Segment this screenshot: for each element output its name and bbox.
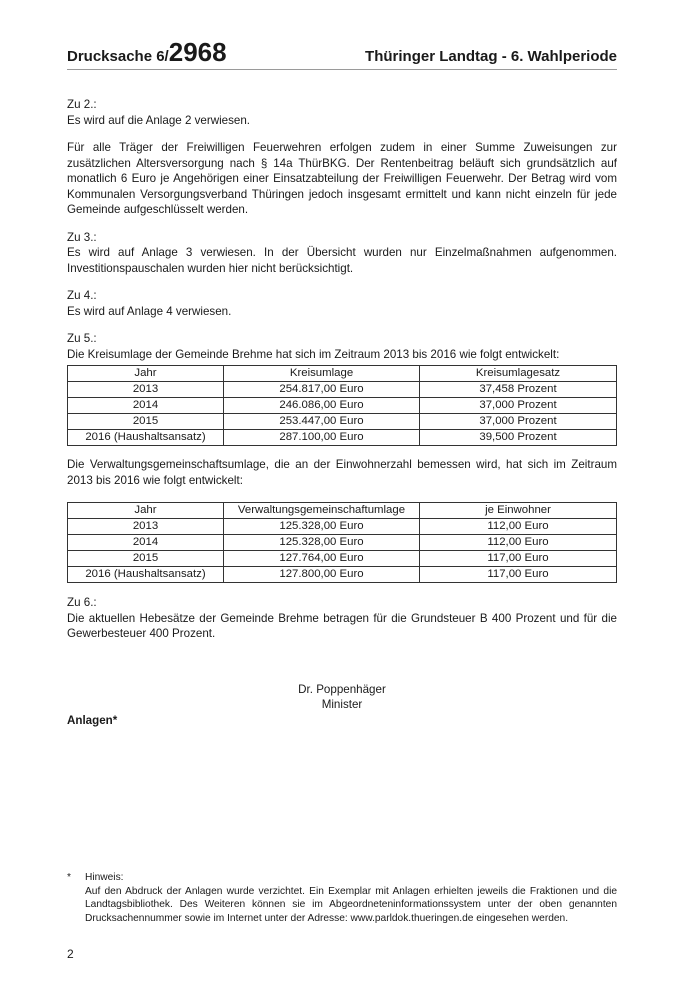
section-2-text: Es wird auf die Anlage 2 verwiesen. bbox=[67, 113, 251, 127]
signature-role: Minister bbox=[321, 698, 363, 711]
table-cell: 2016 (Haushaltsansatz) bbox=[68, 430, 224, 446]
section-2-paragraph: Für alle Träger der Freiwilligen Feuerwehren erfolgen zudem in einer Summe Zuweisungen zur zusätzlichen Altersversorgung nach § 14a ThürBKG. Der Rentenbeitrag beläuft sich grundsätzlich auf monatlich 6 Euro je Angehörigen einer Einsatzabteilung der Freiwilligen Feuerwehr. Der Betrag wird vom Kommunalen Versorgungsverband Thüringen jedoch insgesamt ermittelt und kann nicht einzeln für jede Gemeinde aufgeschlüsselt werden. bbox=[67, 141, 617, 216]
footnote bbox=[67, 871, 617, 925]
table-cell: 37,000 Prozent bbox=[420, 398, 617, 414]
section-6-heading: Zu 6.: bbox=[67, 596, 97, 609]
page-number: 2 bbox=[67, 947, 74, 961]
section-4-text: Es wird auf Anlage 4 verwiesen. bbox=[67, 304, 232, 318]
table-row bbox=[68, 382, 617, 398]
column-header: Verwaltungsgemeinschaftumlage bbox=[224, 503, 420, 519]
table-row bbox=[68, 398, 617, 414]
document-number bbox=[67, 36, 227, 67]
table-cell: 2014 bbox=[68, 535, 224, 551]
table-cell: 2013 bbox=[68, 519, 224, 535]
column-header: Jahr bbox=[68, 503, 224, 519]
table-row bbox=[68, 551, 617, 567]
anlagen-label: Anlagen* bbox=[67, 713, 118, 727]
table-cell: 125.328,00 Euro bbox=[224, 535, 420, 551]
header-title: Thüringer Landtag - 6. Wahlperiode bbox=[365, 47, 617, 65]
page-header bbox=[67, 30, 617, 70]
footnote-text: Auf den Abdruck der Anlagen wurde verzichtet. Ein Exemplar mit Anlagen erhielten jeweils die Fraktionen und die Landtagsbibliothek. Des Weiteren können sie im Abgeordneteninformationssystem unter der oben genannten Drucksachennummer sowie im Internet unter der Adresse: www.parldok.thueringen.de eingesehen werden. bbox=[85, 885, 617, 924]
table-row bbox=[68, 519, 617, 535]
section-5-intro: Die Kreisumlage der Gemeinde Brehme hat sich im Zeitraum 2013 bis 2016 wie folgt entwickelt: bbox=[67, 347, 560, 361]
table-cell: 253.447,00 Euro bbox=[224, 414, 420, 430]
table-row bbox=[68, 567, 617, 583]
verwaltungsumlage-table bbox=[67, 502, 617, 583]
table-row bbox=[68, 414, 617, 430]
table-header-row bbox=[68, 366, 617, 382]
table-cell: 287.100,00 Euro bbox=[224, 430, 420, 446]
table-cell: 37,000 Prozent bbox=[420, 414, 617, 430]
table-cell: 125.328,00 Euro bbox=[224, 519, 420, 535]
table-cell: 117,00 Euro bbox=[420, 551, 617, 567]
table-header-row bbox=[68, 503, 617, 519]
table-cell: 112,00 Euro bbox=[420, 535, 617, 551]
table-cell: 37,458 Prozent bbox=[420, 382, 617, 398]
table-cell: 112,00 Euro bbox=[420, 519, 617, 535]
table-row bbox=[68, 535, 617, 551]
table-cell: 117,00 Euro bbox=[420, 567, 617, 583]
section-2-heading: Zu 2.: bbox=[67, 98, 97, 111]
table-cell: 254.817,00 Euro bbox=[224, 382, 420, 398]
table-cell: 2014 bbox=[68, 398, 224, 414]
section-5-intro-2: Die Verwaltungsgemeinschaftsumlage, die an der Einwohnerzahl bemessen wird, hat sich im Zeitraum 2013 bis 2016 wie folgt entwickelt: bbox=[67, 458, 617, 487]
table-cell: 39,500 Prozent bbox=[420, 430, 617, 446]
section-3-text: Es wird auf Anlage 3 verwiesen. In der Übersicht wurden nur Einzelmaßnahmen aufgenommen. Investitionspauschalen wurden hier nicht berücksichtigt. bbox=[67, 246, 617, 275]
table-row bbox=[68, 430, 617, 446]
section-4-heading: Zu 4.: bbox=[67, 289, 97, 302]
section-3-heading: Zu 3.: bbox=[67, 230, 97, 244]
section-5-heading: Zu 5.: bbox=[67, 332, 97, 345]
column-header: je Einwohner bbox=[420, 503, 617, 519]
table-cell: 2015 bbox=[68, 551, 224, 567]
header-divider bbox=[67, 69, 617, 70]
table-cell: 127.764,00 Euro bbox=[224, 551, 420, 567]
column-header: Kreisumlage bbox=[224, 366, 420, 382]
table-cell: 2015 bbox=[68, 414, 224, 430]
signature-block bbox=[282, 682, 402, 713]
document-number-value: 2968 bbox=[168, 36, 227, 67]
table-cell: 246.086,00 Euro bbox=[224, 398, 420, 414]
kreisumlage-table bbox=[67, 365, 617, 446]
section-6-text: Die aktuellen Hebesätze der Gemeinde Brehme betragen für die Grundsteuer B 400 Prozent und für die Gewerbesteuer 400 Prozent. bbox=[67, 611, 617, 640]
document-body bbox=[67, 97, 617, 728]
table-cell: 127.800,00 Euro bbox=[224, 567, 420, 583]
table-cell: 2016 (Haushaltsansatz) bbox=[68, 567, 224, 583]
footnote-title: Hinweis: bbox=[85, 872, 124, 883]
column-header: Kreisumlagesatz bbox=[420, 366, 617, 382]
footnote-marker: * bbox=[67, 872, 71, 883]
column-header: Jahr bbox=[68, 366, 224, 382]
document-prefix: Drucksache 6/ bbox=[67, 47, 169, 65]
signature-name: Dr. Poppenhäger bbox=[298, 682, 386, 696]
table-cell: 2013 bbox=[68, 382, 224, 398]
